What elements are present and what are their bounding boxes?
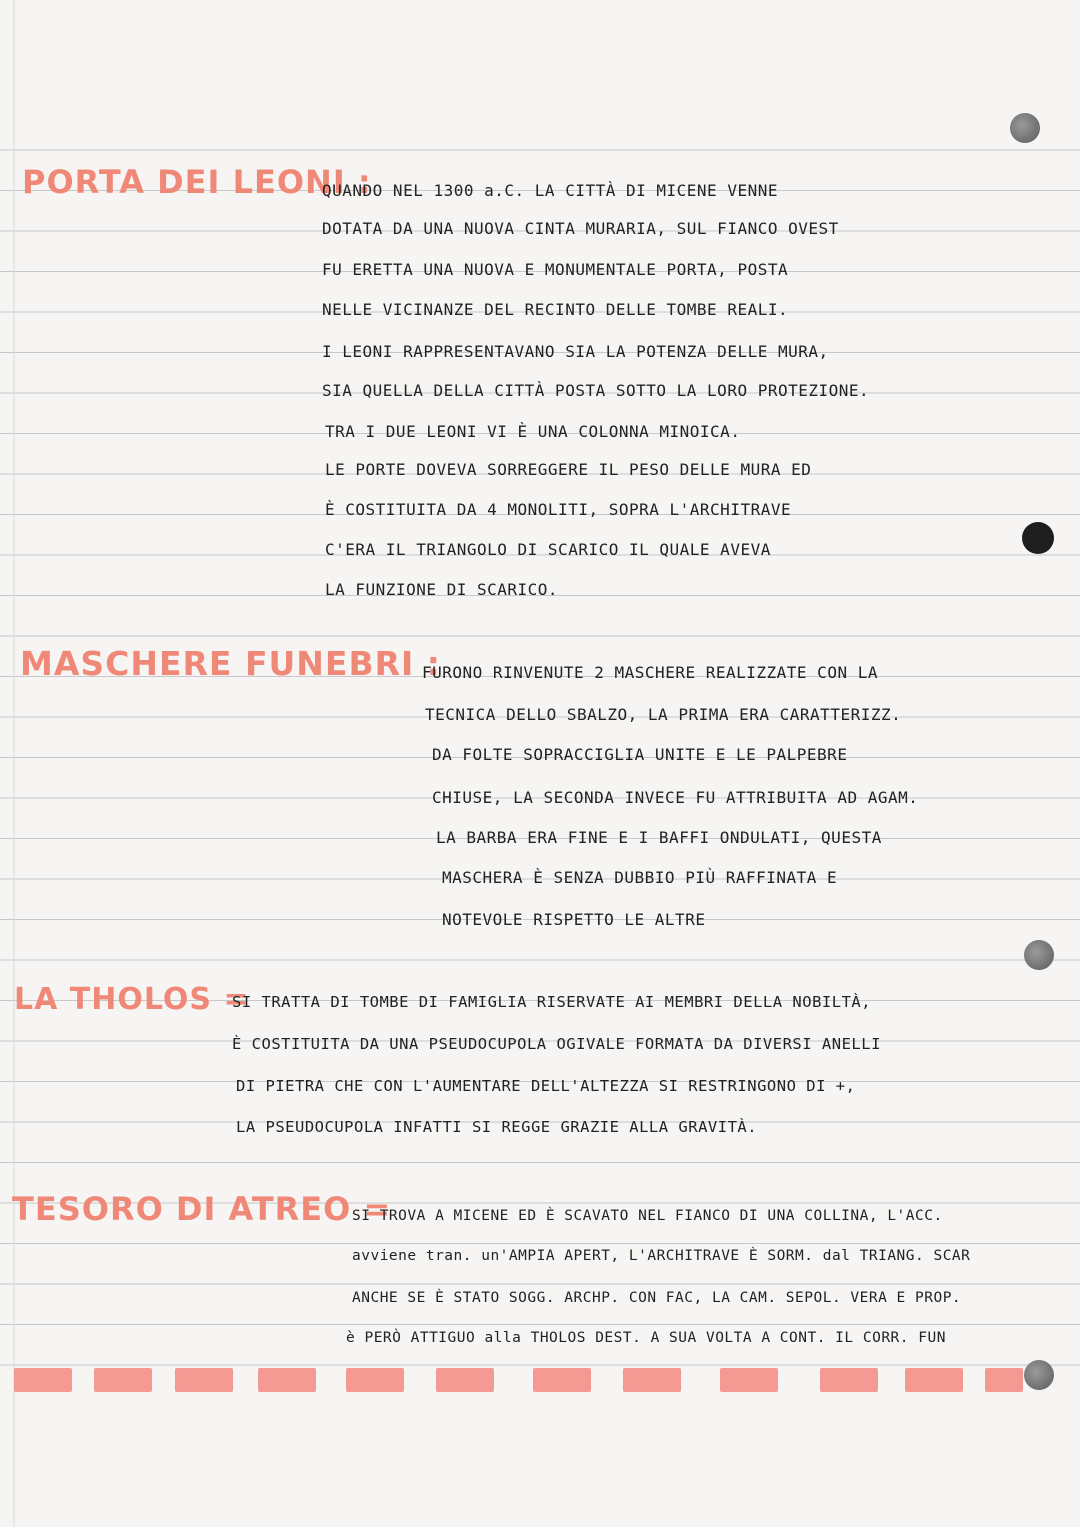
text-line: TRA I DUE LEONI VI È UNA COLONNA MINOICA. — [325, 422, 741, 441]
text-line: SI TROVA A MICENE ED È SCAVATO NEL FIANCO DI UNA COLLINA, L'ACC. — [352, 1208, 943, 1224]
washi-segment — [258, 1368, 316, 1392]
heading-maschere-funebri: MASCHERE FUNEBRI : — [20, 644, 441, 683]
text-line: DI PIETRA CHE CON L'AUMENTARE DELL'ALTEZZA SI RESTRINGONO DI +, — [236, 1077, 856, 1095]
text-line: È COSTITUITA DA 4 MONOLITI, SOPRA L'ARCHITRAVE — [325, 500, 792, 519]
text-line: SIA QUELLA DELLA CITTÀ POSTA SOTTO LA LORO PROTEZIONE. — [322, 381, 870, 400]
text-line: è PERÒ ATTIGUO alla THOLOS DEST. A SUA VOLTA A CONT. IL CORR. FUN — [346, 1330, 946, 1346]
text-line: FURONO RINVENUTE 2 MASCHERE REALIZZATE CON LA — [422, 663, 878, 682]
heading-tesoro-di-atreo: TESORO DI ATREO = — [12, 1190, 392, 1228]
binder-hole — [1024, 1360, 1054, 1390]
text-line: LE PORTE DOVEVA SORREGGERE IL PESO DELLE MURA ED — [325, 460, 812, 479]
text-line: LA FUNZIONE DI SCARICO. — [325, 580, 559, 599]
washi-segment — [905, 1368, 963, 1392]
binder-hole — [1024, 940, 1054, 970]
washi-segment — [175, 1368, 233, 1392]
washi-segment — [436, 1368, 494, 1392]
text-line: FU ERETTA UNA NUOVA E MONUMENTALE PORTA, POSTA — [322, 260, 789, 279]
text-line: NOTEVOLE RISPETTO LE ALTRE — [442, 910, 706, 929]
text-line: C'ERA IL TRIANGOLO DI SCARICO IL QUALE AVEVA — [325, 540, 771, 559]
washi-segment — [820, 1368, 878, 1392]
washi-segment — [14, 1368, 72, 1392]
text-line: NELLE VICINANZE DEL RECINTO DELLE TOMBE REALI. — [322, 300, 789, 319]
washi-segment — [720, 1368, 778, 1392]
binder-hole — [1010, 113, 1040, 143]
text-line: DOTATA DA UNA NUOVA CINTA MURARIA, SUL FIANCO OVEST — [322, 219, 839, 238]
text-line: LA BARBA ERA FINE E I BAFFI ONDULATI, QUESTA — [436, 828, 882, 847]
heading-porta-dei-leoni: PORTA DEI LEONI : — [22, 163, 372, 201]
text-line: SI TRATTA DI TOMBE DI FAMIGLIA RISERVATE AI MEMBRI DELLA NOBILTÀ, — [232, 993, 872, 1011]
washi-segment — [985, 1368, 1023, 1392]
text-line: DA FOLTE SOPRACCIGLIA UNITE E LE PALPEBRE — [432, 745, 848, 764]
text-line: È COSTITUITA DA UNA PSEUDOCUPOLA OGIVALE FORMATA DA DIVERSI ANELLI — [232, 1035, 881, 1053]
washi-segment — [533, 1368, 591, 1392]
washi-segment — [623, 1368, 681, 1392]
text-line: MASCHERA È SENZA DUBBIO PIÙ RAFFINATA E — [442, 868, 838, 887]
washi-segment — [346, 1368, 404, 1392]
text-line: LA PSEUDOCUPOLA INFATTI SI REGGE GRAZIE ALLA GRAVITÀ. — [236, 1118, 758, 1136]
text-line: CHIUSE, LA SECONDA INVECE FU ATTRIBUITA AD AGAM. — [432, 788, 919, 807]
text-line: avviene tran. un'AMPIA APERT, L'ARCHITRAVE È SORM. dal TRIANG. SCAR — [352, 1248, 971, 1264]
binder-hole — [1022, 522, 1054, 554]
washi-segment — [94, 1368, 152, 1392]
text-line: ANCHE SE È STATO SOGG. ARCHP. CON FAC, LA CAM. SEPOL. VERA E PROP. — [352, 1290, 962, 1306]
text-line: TECNICA DELLO SBALZO, LA PRIMA ERA CARATTERIZZ. — [425, 705, 902, 724]
heading-la-tholos: LA THOLOS = — [14, 982, 250, 1017]
text-line: QUANDO NEL 1300 a.C. LA CITTÀ DI MICENE VENNE — [322, 181, 778, 200]
text-line: I LEONI RAPPRESENTAVANO SIA LA POTENZA DELLE MURA, — [322, 342, 829, 361]
